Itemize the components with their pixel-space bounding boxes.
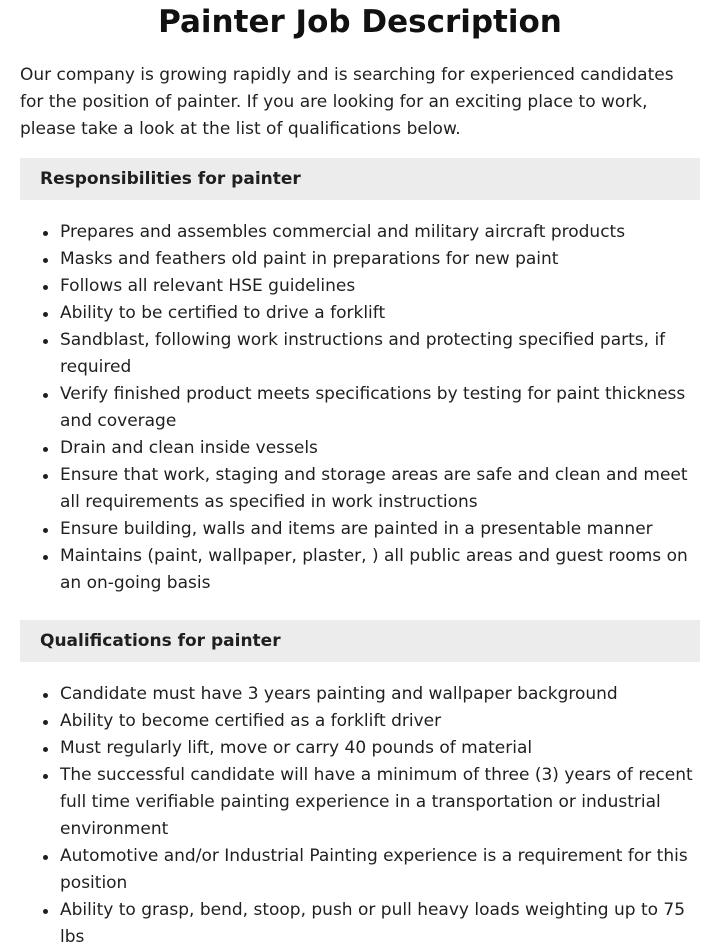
page-title: Painter Job Description [158, 4, 562, 40]
list-item: The successful candidate will have a minimum of three (3) years of recent full time verifiable painting experience in a transportation or industrial environment [60, 762, 700, 843]
list-item: Maintains (paint, wallpaper, plaster, ) all public areas and guest rooms on an on-going basis [60, 543, 700, 597]
list-item: Ensure that work, staging and storage areas are safe and clean and meet all requirements as specified in work instructions [60, 462, 700, 516]
list-item: Verify finished product meets specifications by testing for paint thickness and coverage [60, 381, 700, 435]
responsibilities-list [20, 219, 700, 597]
list-item: Automotive and/or Industrial Painting experience is a requirement for this position [60, 843, 700, 897]
qualifications-list [20, 681, 700, 951]
list-item: Drain and clean inside vessels [60, 435, 700, 462]
list-item: Prepares and assembles commercial and military aircraft products [60, 219, 700, 246]
list-item: Ability to grasp, bend, stoop, push or pull heavy loads weighting up to 75 lbs [60, 897, 700, 951]
list-item: Ability to be certified to drive a forklift [60, 300, 700, 327]
list-item: Ensure building, walls and items are painted in a presentable manner [60, 516, 700, 543]
responsibilities-heading: Responsibilities for painter [20, 158, 700, 200]
list-item: Candidate must have 3 years painting and wallpaper background [60, 681, 700, 708]
list-item: Follows all relevant HSE guidelines [60, 273, 700, 300]
qualifications-heading: Qualifications for painter [20, 620, 700, 662]
intro-paragraph: Our company is growing rapidly and is searching for experienced candidates for the position of painter. If you are looking for an exciting place to work, please take a look at the list of qualifications below. [20, 65, 674, 139]
list-item: Masks and feathers old paint in preparations for new paint [60, 246, 700, 273]
list-item: Sandblast, following work instructions and protecting specified parts, if required [60, 327, 700, 381]
list-item: Must regularly lift, move or carry 40 pounds of material [60, 735, 700, 762]
list-item: Ability to become certified as a forklift driver [60, 708, 700, 735]
